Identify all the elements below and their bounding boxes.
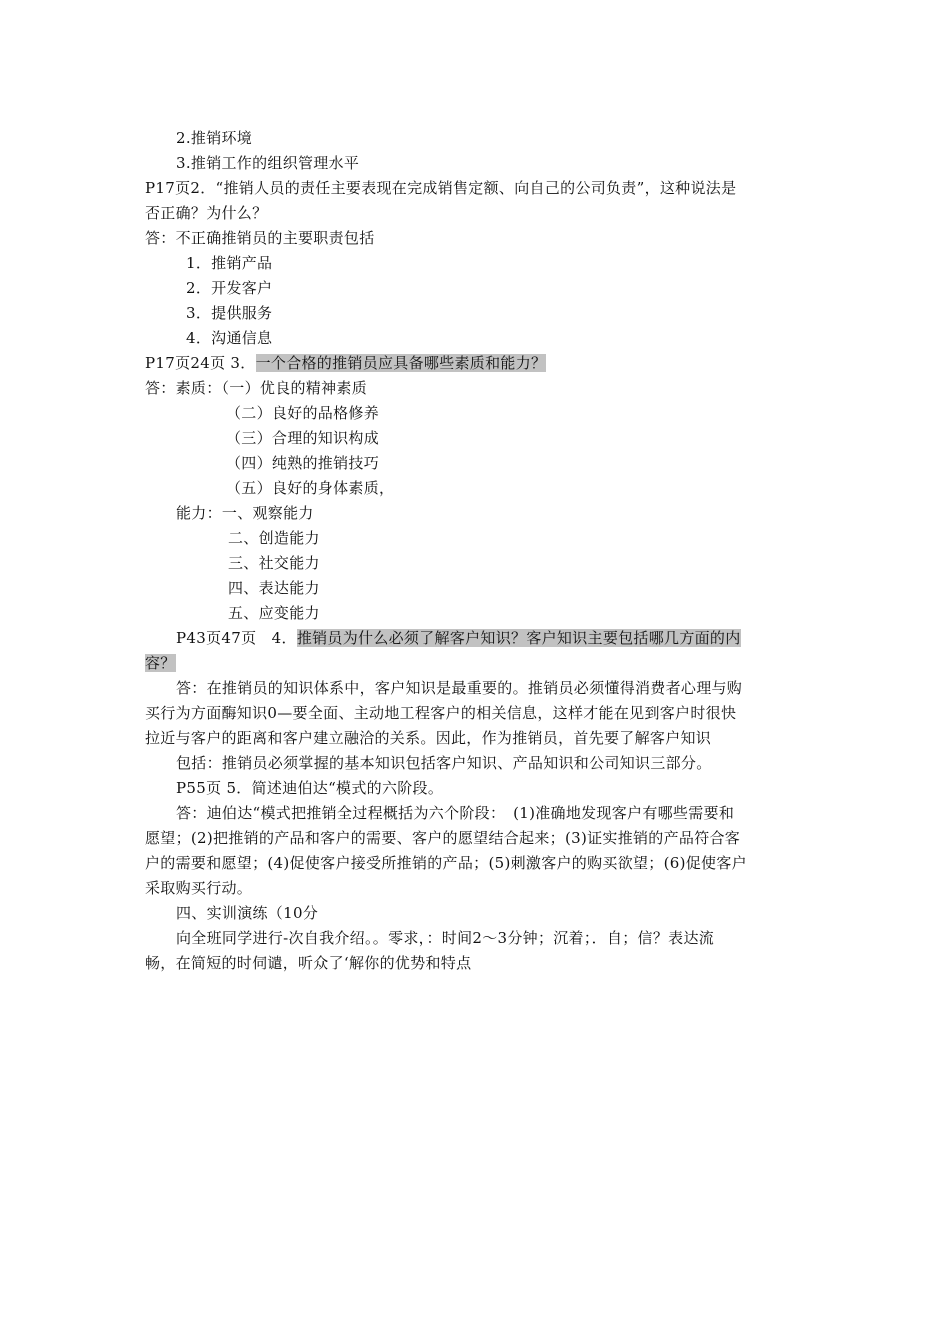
answer-3-quality-4: （四）纯熟的推销技巧 bbox=[226, 454, 380, 472]
question-3 bbox=[145, 353, 546, 373]
line-organization-management: 3.推销工作的组织管理水平 bbox=[176, 154, 360, 172]
answer-5-line-1: 答：迪伯达“模式把推销全过程概括为六个阶段： (1)准确地发现客户有哪些需要和 bbox=[176, 804, 735, 822]
answer-3-ability-5: 五、应变能力 bbox=[228, 604, 320, 622]
answer-2-item-1: 1．推销产品 bbox=[186, 254, 273, 272]
question-4-prefix: P43页47页 4． bbox=[176, 629, 297, 647]
answer-5-line-4: 采取购买行动。 bbox=[145, 879, 253, 897]
answer-3-ability-4: 四、表达能力 bbox=[228, 579, 320, 597]
answer-2-item-4: 4．沟通信息 bbox=[186, 329, 273, 347]
answer-3-ability-3: 三、社交能力 bbox=[228, 554, 320, 572]
question-2-line-1: P17页2．“推销人员的责任主要表现在完成销售定额、向自己的公司负责”，这种说法是 bbox=[145, 179, 737, 197]
line-sales-environment: 2.推销环境 bbox=[176, 129, 253, 147]
answer-3-ability-2: 二、创造能力 bbox=[228, 529, 320, 547]
question-3-prefix: P17页24页 3． bbox=[145, 354, 256, 372]
question-3-highlighted: 一个合格的推销员应具备哪些素质和能力？ bbox=[255, 354, 547, 372]
answer-5-line-2: 愿望；(2)把推销的产品和客户的需要、客户的愿望结合起来；(3)证实推销的产品符合客 bbox=[145, 829, 741, 847]
answer-4-line-1: 答：在推销员的知识体系中，客户知识是最重要的。推销员必须懂得消费者心理与购 bbox=[176, 679, 743, 697]
question-5: P55页 5．简述迪伯达“模式的六阶段。 bbox=[176, 779, 444, 797]
section-4-heading: 四、实训演练（10分 bbox=[176, 904, 319, 922]
answer-2-intro: 答：不正确推销员的主要职责包括 bbox=[145, 229, 375, 247]
answer-5-line-3: 户的需要和愿望；(4)促使客户接受所推销的产品；(5)刺激客户的购买欲望；(6)促使客户 bbox=[145, 854, 747, 872]
answer-3-quality-2: （二）良好的品格修养 bbox=[226, 404, 380, 422]
answer-4-line-3: 拉近与客户的距离和客户建立融洽的关系。因此，作为推销员，首先要了解客户知识 bbox=[145, 729, 712, 747]
answer-4-line-2: 买行为方面酶知识0—要全面、主动地工程客户的相关信息，这样才能在见到客户时很快 bbox=[145, 704, 737, 722]
section-4-line-2: 畅，在简短的时伺谴，听众了‘解你的优势和特点 bbox=[145, 954, 472, 972]
section-4-line-1: 向全班同学进行-次自我介绍。。零求，：时间2～3分钟；沉着；．自；信？表达流 bbox=[176, 929, 715, 947]
question-4-line-2 bbox=[145, 653, 176, 673]
question-2-line-2: 否正确？为什么？ bbox=[145, 204, 268, 222]
answer-2-item-2: 2．开发客户 bbox=[186, 279, 273, 297]
answer-3-quality-1: 答：素质：（一）优良的精神素质 bbox=[145, 379, 368, 397]
answer-3-ability-1: 能力：一、观察能力 bbox=[176, 504, 314, 522]
question-4-highlighted-2: 容？ bbox=[145, 654, 176, 672]
question-4-line-1 bbox=[176, 628, 741, 648]
question-4-highlighted-1: 推销员为什么必须了解客户知识？客户知识主要包括哪几方面的内 bbox=[296, 629, 741, 647]
answer-2-item-3: 3．提供服务 bbox=[186, 304, 273, 322]
answer-3-quality-5: （五）良好的身体素质， bbox=[226, 479, 395, 497]
answer-4-line-4: 包括：推销员必须掌握的基本知识包括客户知识、产品知识和公司知识三部分。 bbox=[176, 754, 712, 772]
answer-3-quality-3: （三）合理的知识构成 bbox=[226, 429, 380, 447]
